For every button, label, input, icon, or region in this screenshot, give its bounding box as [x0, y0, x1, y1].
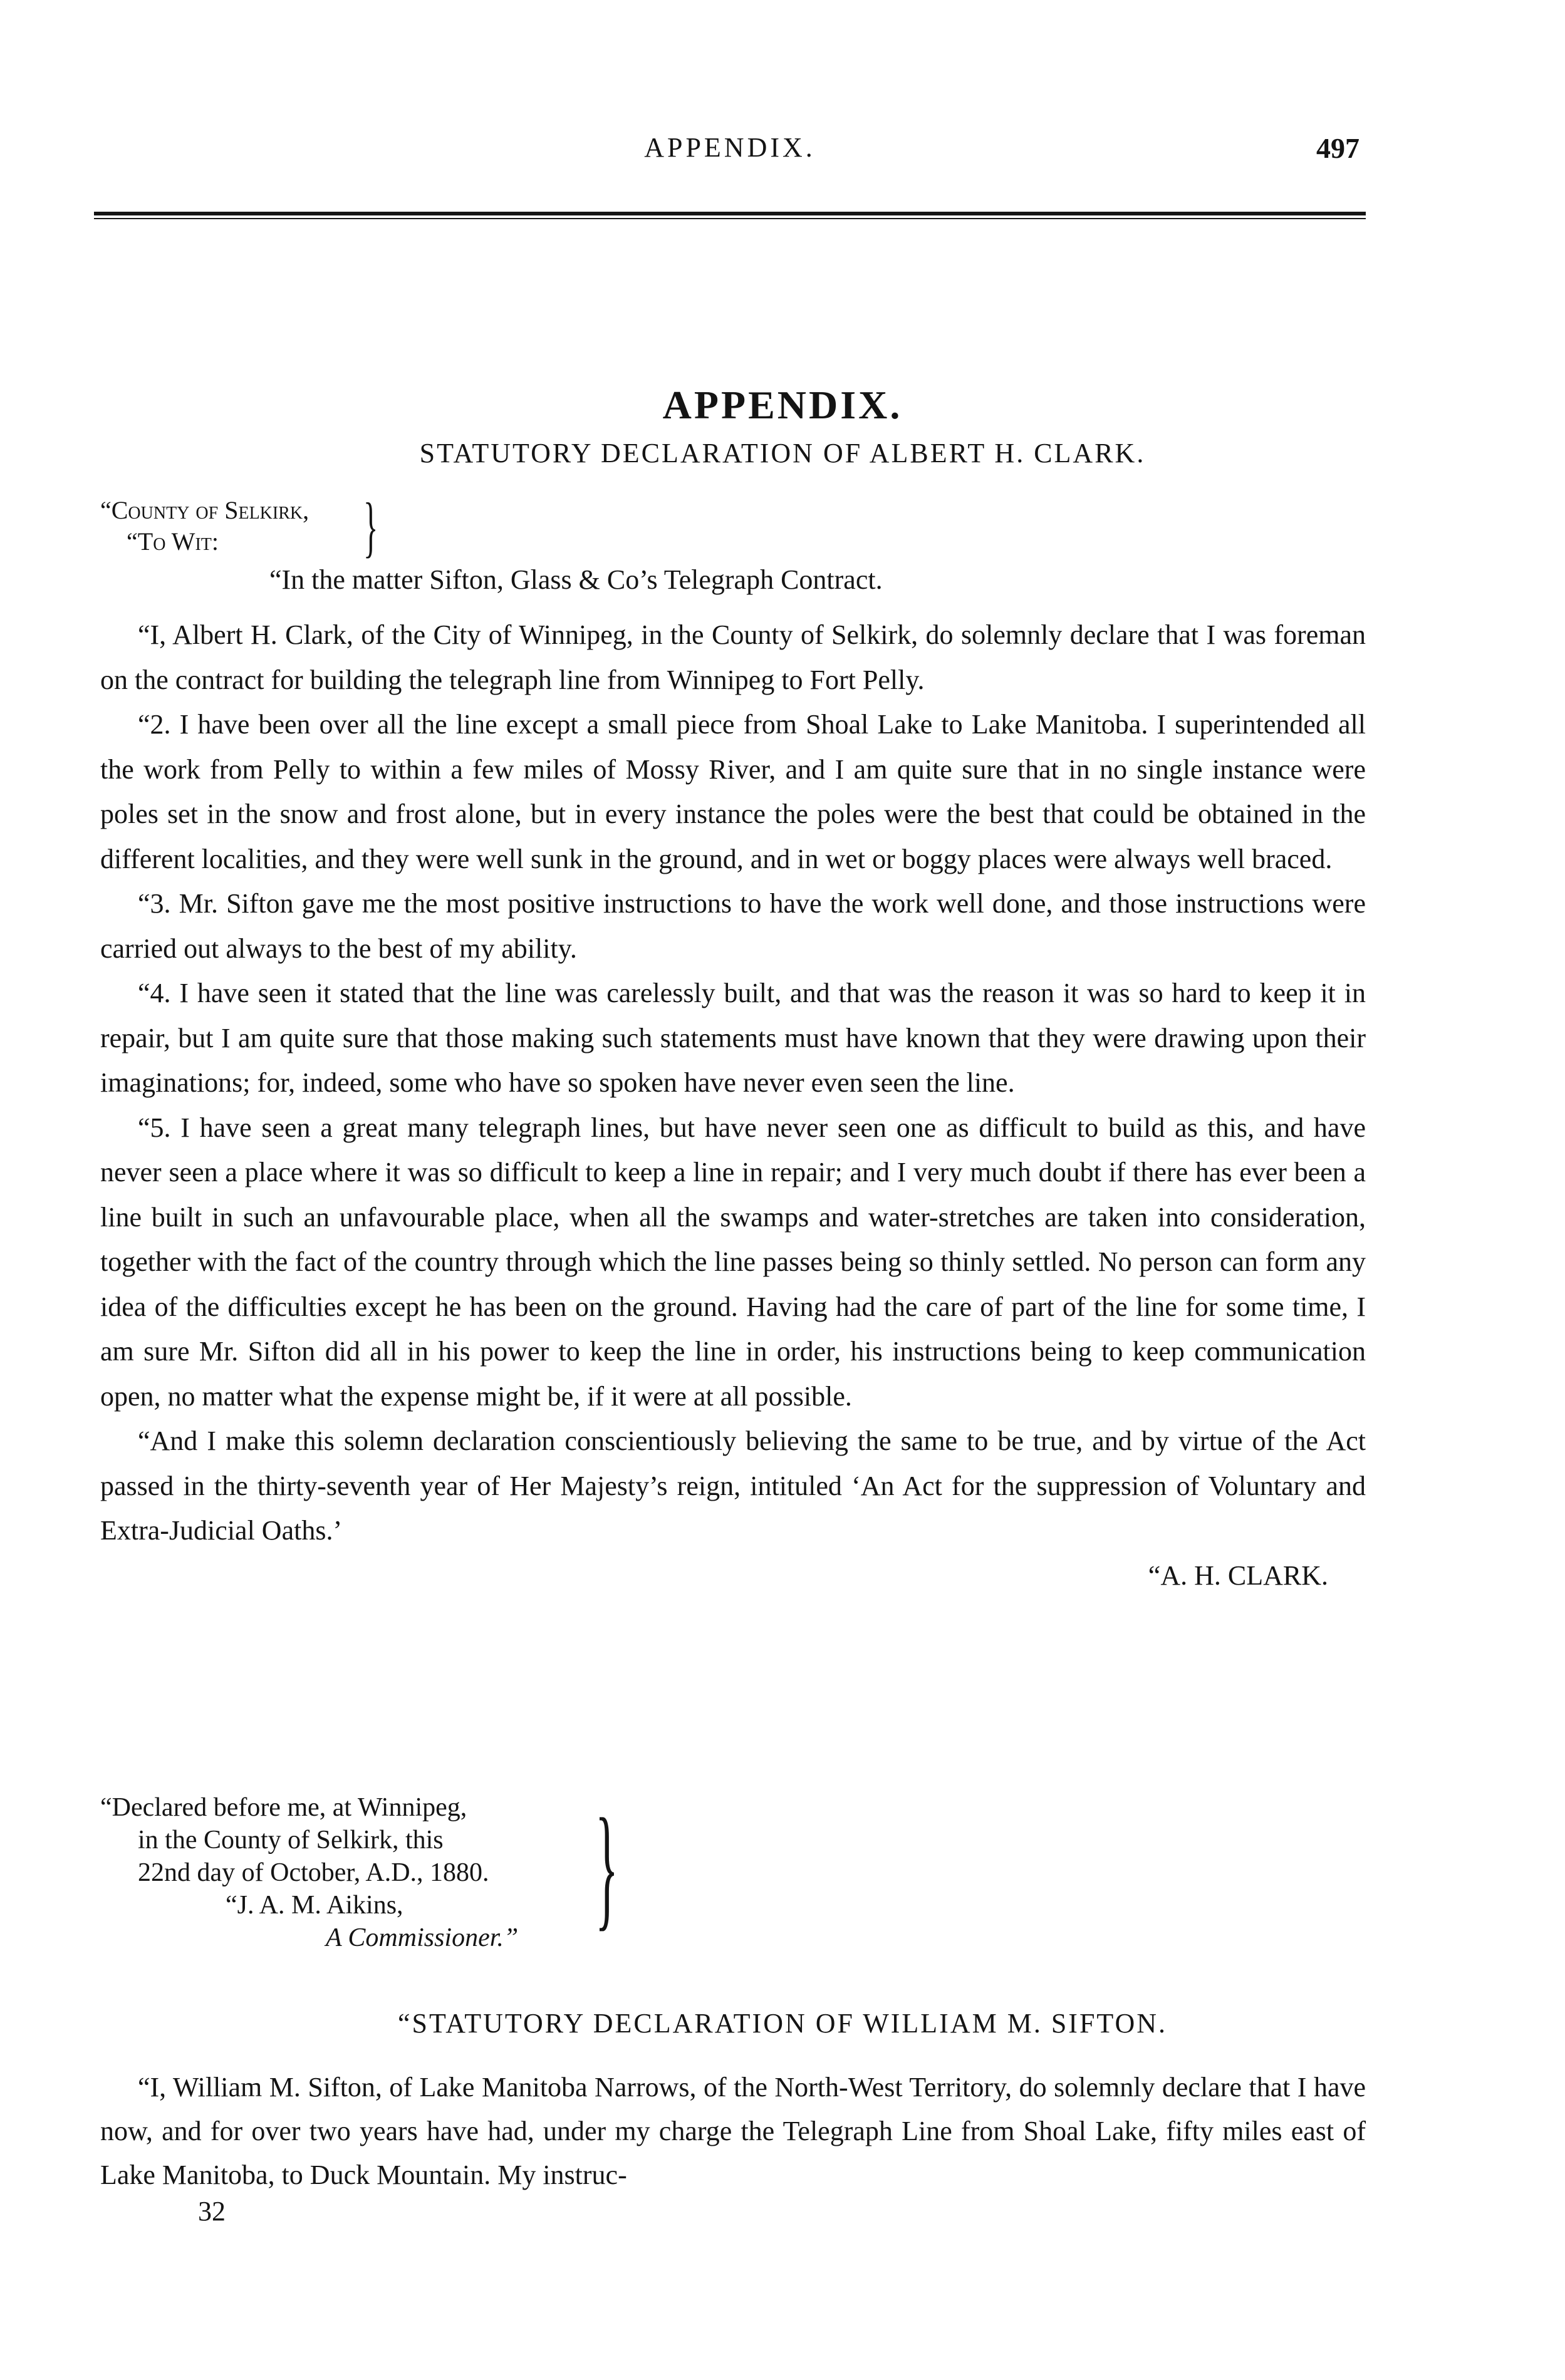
jurat-line-1: “Declared before me, at Winnipeg,: [100, 1793, 467, 1822]
header-rule: [94, 212, 1366, 219]
jurat-line-4: “J. A. M. Aikins,: [226, 1891, 403, 1920]
venue-to-wit: “To Wit:: [127, 527, 219, 556]
jurat-block: [100, 1791, 601, 1954]
running-header: [100, 132, 1360, 175]
running-title: APPENDIX.: [644, 132, 816, 163]
paragraph-3: “3. Mr. Sifton gave me the most positive instructions to have the work well done, and those instructions were carried out always to the best of my ability.: [100, 888, 1366, 964]
main-heading: APPENDIX.: [662, 383, 903, 427]
venue-block: [100, 495, 309, 557]
sifton-declaration-heading: “STATUTORY DECLARATION OF WILLIAM M. SIFTON.: [397, 2008, 1168, 2039]
venue-county: “County of Selkirk,: [100, 496, 309, 524]
jurat-brace: }: [595, 1790, 618, 1943]
paragraph-1: “I, Albert H. Clark, of the City of Winnipeg, in the County of Selkirk, do solemnly declare that I was foreman on the contract for building the telegraph line from Winnipeg to Fort Pelly.: [100, 619, 1366, 695]
jurat-line-2: in the County of Selkirk, this: [138, 1826, 444, 1855]
declaration-heading: STATUTORY DECLARATION OF ALBERT H. CLARK.: [419, 438, 1146, 468]
signature-clark: “A. H. CLARK.: [1148, 1560, 1328, 1591]
matter-line: “In the matter Sifton, Glass & Co’s Telegraph Contract.: [269, 564, 883, 595]
paragraph-4: “4. I have seen it stated that the line was carelessly built, and that was the reason it was so hard to keep it in repair, but I am quite sure that those making such statements must have known that they were drawing upon their imaginations; for, indeed, some who have so spoken have never even seen the line.: [100, 978, 1366, 1098]
venue-brace: }: [363, 490, 378, 564]
jurat-line-3: 22nd day of October, A.D., 1880.: [138, 1858, 489, 1887]
signature-mark: 32: [198, 2196, 226, 2227]
paragraph-5: “5. I have seen a great many telegraph lines, but have never seen one as difficult to build as this, and have never seen a place where it was so difficult to keep a line in repair; and I very much doubt if there has ever been a line built in such an unfavourable place, when all the swamps and water-stretches are taken into consideration, together with the fact of the country through which the line passes being so thinly settled. No person can form any idea of the difficulties except he has been on the ground. Having had the care of part of the line for some time, I am sure Mr. Sifton did all in his power to keep the line in order, his instructions being to keep communication open, no matter what the expense might be, if it were at all possible.: [100, 1112, 1366, 1412]
sifton-declaration-body: [100, 2066, 1366, 2197]
paragraph-2: “2. I have been over all the line except a small piece from Shoal Lake to Lake Manitoba. I superintended all the work from Pelly to within a few miles of Mossy River, and I am quite sure that in no single instance were poles set in the snow and frost alone, but in every instance the poles were the best that could be obtained in the different localities, and they were well sunk in the ground, and in wet or boggy places were always well braced.: [100, 709, 1366, 874]
paragraph-6: “And I make this solemn declaration conscientiously believing the same to be true, and by virtue of the Act passed in the thirty-seventh year of Her Majesty’s reign, intituled ‘An Act for the suppression of Voluntary and Extra-Judicial Oaths.’: [100, 1425, 1366, 1546]
declaration-body: [100, 613, 1366, 1598]
sifton-paragraph-1: “I, William M. Sifton, of Lake Manitoba Narrows, of the North-West Territory, do solemnly declare that I have now, and for over two years have had, under my charge the Telegraph Line from Shoal Lake, fifty miles east of Lake Manitoba, to Duck Mountain. My instruc-: [100, 2072, 1366, 2190]
page-number: 497: [1316, 132, 1360, 164]
jurat-line-5: A Commissioner.”: [326, 1923, 519, 1952]
